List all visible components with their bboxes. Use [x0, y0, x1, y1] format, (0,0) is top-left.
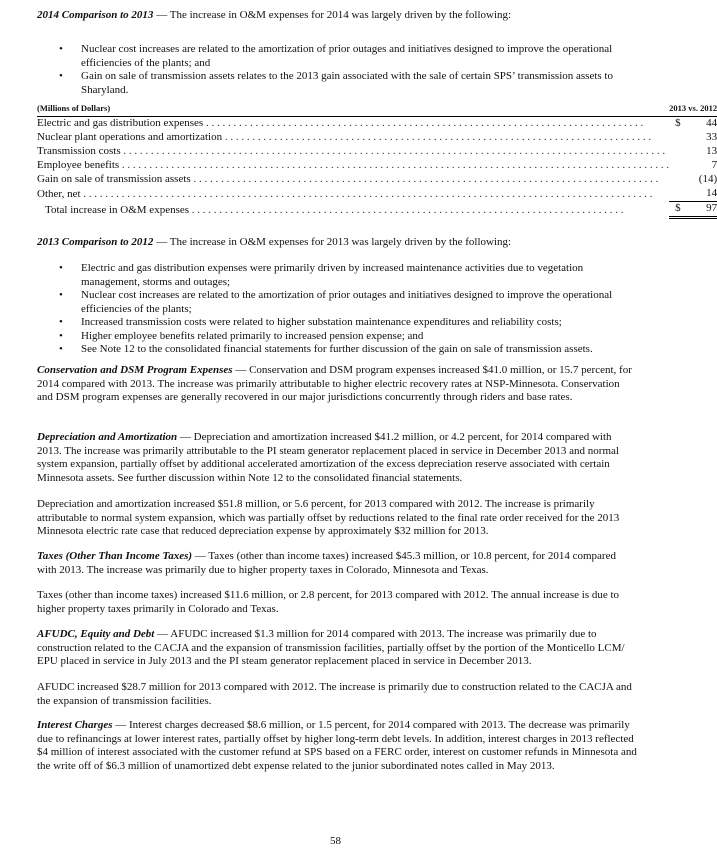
table-total-row: Total increase in O&M expenses . . . . . . . . . . . . . . . . . . . . . . . . . . . . . . . . . . . . . . . . . . . . . . . . . . . . . . . . . . . . . . . . . . . . . . . . . . . . . . . $ 97 [45, 202, 717, 216]
table-row: Transmission costs . . . . . . . . . . . . . . . . . . . . . . . . . . . . . . . . . . . . . . . . . . . . . . . . . . . . . . . . . . . . . . . . . . . . . . . . . . . . . . . . . . . . . . . . . . . . . . . . . . . 13 [37, 145, 717, 157]
paragraph: Depreciation and amortization increased $51.8 million, or 5.6 percent, for 2013 compared with 2012. The increase is primarily attributable to normal system expansion, which was partially offset by reductions related to the final rate order received for the 2013 Minnesota electric rate case that reduced depreciation expense by approximately $32 million for 2013. [37, 498, 620, 537]
paragraph [37, 628, 637, 669]
table-row: Other, net . . . . . . . . . . . . . . . . . . . . . . . . . . . . . . . . . . . . . . . . . . . . . . . . . . . . . . . . . . . . . . . . . . . . . . . . . . . . . . . . . . . . . . . . . . . . . . . . . . . . . . . . 14 [37, 187, 717, 200]
list-item-text: Nuclear cost increases are related to the amortization of prior outages and initiatives designed to improve the operational efficiencies of the plants; [81, 289, 613, 315]
list-item-text: Higher employee benefits related primarily to increased pension expense; and [81, 329, 424, 342]
table-row: Nuclear plant operations and amortization . . . . . . . . . . . . . . . . . . . . . . . . . . . . . . . . . . . . . . . . . . . . . . . . . . . . . . . . . . . . . . . . . . . . . . . . . . . . . . 33 [37, 131, 717, 143]
table-row: Employee benefits . . . . . . . . . . . . . . . . . . . . . . . . . . . . . . . . . . . . . . . . . . . . . . . . . . . . . . . . . . . . . . . . . . . . . . . . . . . . . . . . . . . . . . . . . . . . . . . . . . . . 7 [37, 159, 717, 171]
section-depreciation-2013 [37, 498, 637, 539]
paragraph [37, 364, 637, 405]
paragraph: Taxes (other than income taxes) increased $11.6 million, or 2.8 percent, for 2013 compared with 2012. The annual increase is due to higher property taxes primarily in Colorado and Texas. [37, 589, 620, 615]
table-unit-label: (Millions of Dollars) [37, 103, 111, 113]
section-2013-intro [37, 236, 637, 250]
row-label: Nuclear plant operations and amortization [37, 131, 223, 143]
section-heading: AFUDC, Equity and Debt [37, 628, 155, 640]
list-item-text: Gain on sale of transmission assets relates to the 2013 gain associated with the sale of certain SPS’ transmission assets to Sharyland. [81, 70, 613, 96]
row-dollar-sign [669, 173, 683, 187]
list-item [37, 343, 637, 357]
list-item-text: Electric and gas distribution expenses were primarily driven by increased maintenance activities due to vegetation management, storms and outages; [81, 262, 584, 288]
row-dollar-sign [669, 145, 683, 159]
total-value: 97 [683, 201, 717, 217]
section-depreciation [37, 431, 637, 485]
list-item [37, 262, 637, 289]
table-row: Electric and gas distribution expenses . . . . . . . . . . . . . . . . . . . . . . . . . . . . . . . . . . . . . . . . . . . . . . . . . . . . . . . . . . . . . . . . . . . . . . . . . . . . . . . . $ 44 [37, 117, 717, 129]
bullet-icon: • [59, 43, 63, 55]
list-item [37, 70, 637, 97]
section-heading: Interest Charges [37, 719, 113, 731]
section-2013-comparison [37, 236, 637, 250]
row-label: Gain on sale of transmission assets [37, 173, 191, 185]
row-value: 14 [706, 187, 717, 199]
table-column-header: 2013 vs. 2012 [669, 103, 717, 113]
section-text: — Depreciation and amortization increased $41.2 million, or 4.2 percent, for 2014 compared with 2013. The increase was primarily attributable to the PI steam generator replacement placed in service in December 2013 and normal system expansion, partially offset by additional accelerated amortization of the excess depreciation reserve associated with certain Minnesota assets. See further discussion within Note 12 to the consolidated financial statements. [37, 431, 619, 484]
row-dollar-sign [669, 159, 683, 173]
row-value: 44 [683, 116, 717, 131]
bullet-icon: • [59, 316, 63, 328]
row-label: Electric and gas distribution expenses [37, 117, 204, 129]
row-value: 7 [711, 159, 717, 171]
row-value: (14) [698, 173, 717, 185]
row-dollar-sign: $ [669, 116, 683, 131]
row-label: Transmission costs [37, 145, 121, 157]
page-number: 58 [330, 835, 341, 847]
bullet-icon: • [59, 70, 63, 82]
row-value: 13 [706, 145, 717, 157]
section-afudc-2013 [37, 681, 637, 708]
section-text: — The increase in O&M expenses for 2014 was largely driven by the following: [153, 9, 512, 21]
bullet-icon: • [59, 262, 63, 274]
bullet-list-2014 [37, 43, 637, 97]
section-conservation [37, 364, 637, 405]
total-label: Total increase in O&M expenses [45, 203, 190, 216]
section-afudc [37, 628, 637, 669]
section-text: — Interest charges decreased $8.6 million, or 1.5 percent, for 2014 compared with 2013. The decrease was primarily due to refinancings at lower interest rates, partially offset by higher long-term debt levels. In addition, interest charges in 2013 reflected $4 million of interest associated with the customer refund at SPS based on a FERC order, interest on customer refunds in Minnesota and the write off of $6.3 million of unamortized debt expense related to the junior subordinated notes called in May 2013. [37, 719, 637, 772]
row-dollar-sign [669, 187, 683, 202]
section-2014-comparison [37, 9, 637, 23]
section-taxes [37, 550, 637, 577]
section-2014-intro [37, 9, 637, 23]
section-heading: Taxes (Other Than Income Taxes) [37, 550, 193, 562]
om-expense-table [37, 102, 717, 219]
row-dollar-sign [669, 131, 683, 145]
section-text: — Conservation and DSM program expenses increased $41.0 million, or 15.7 percent, for 2014 compared with 2013. The increase was primarily attributable to higher electric recovery rates at NSP-Minnesota. Conservation and DSM program expenses are generally recovered in our major jurisdictions concurrently through riders and base rates. [37, 364, 632, 403]
list-item [37, 330, 637, 344]
bullet-icon: • [59, 329, 63, 342]
table-row: Gain on sale of transmission assets . . . . . . . . . . . . . . . . . . . . . . . . . . . . . . . . . . . . . . . . . . . . . . . . . . . . . . . . . . . . . . . . . . . . . . . . . . . . . . . . . . . . . (14) [37, 173, 717, 185]
list-item-text: Nuclear cost increases are related to the amortization of prior outages and initiatives designed to improve the operational efficiencies of the plants; and [81, 43, 613, 69]
section-text: — The increase in O&M expenses for 2013 was largely driven by the following: [153, 236, 512, 248]
row-label: Other, net [37, 187, 81, 200]
paragraph [37, 431, 637, 485]
bullet-icon: • [59, 289, 63, 301]
row-value: 33 [706, 131, 717, 143]
total-dollar-sign: $ [669, 201, 683, 217]
section-text: — Taxes (other than income taxes) increased $45.3 million, or 10.8 percent, for 2014 compared with 2013. The increase was primarily due to higher property taxes in Colorado, Minnesota and Texas. [37, 550, 616, 576]
paragraph [37, 719, 637, 773]
section-heading: Depreciation and Amortization [37, 431, 178, 443]
paragraph: AFUDC increased $28.7 million for 2013 compared with 2012. The increase is primarily due to construction related to the CACJA and the expansion of transmission facilities. [37, 681, 632, 707]
list-item [37, 289, 637, 316]
row-label: Employee benefits [37, 159, 120, 171]
section-heading: 2014 Comparison to 2013 [37, 9, 154, 21]
table-header-row [37, 102, 717, 116]
section-text: — AFUDC increased $1.3 million for 2014 compared with 2013. The increase was primarily due to construction related to the CACJA and the expansion of transmission facilities, partially offset by the portion of the Monticello LCM/ EPU placed in service in July 2013 and the PI steam generator replacement placed in service in December 2013. [37, 628, 625, 667]
list-item [37, 43, 637, 70]
section-taxes-2013 [37, 589, 637, 616]
list-item-text: Increased transmission costs were related to higher substation maintenance expenditures and reliability costs; [81, 316, 562, 328]
section-heading: Conservation and DSM Program Expenses [37, 364, 233, 376]
bullet-icon: • [59, 343, 63, 355]
list-item-text: See Note 12 to the consolidated financial statements for further discussion of the gain on sale of transmission assets. [81, 343, 593, 355]
section-heading: 2013 Comparison to 2012 [37, 236, 154, 248]
list-item [37, 316, 637, 330]
paragraph [37, 550, 637, 577]
section-interest [37, 719, 637, 773]
bullet-list-2013 [37, 262, 637, 357]
